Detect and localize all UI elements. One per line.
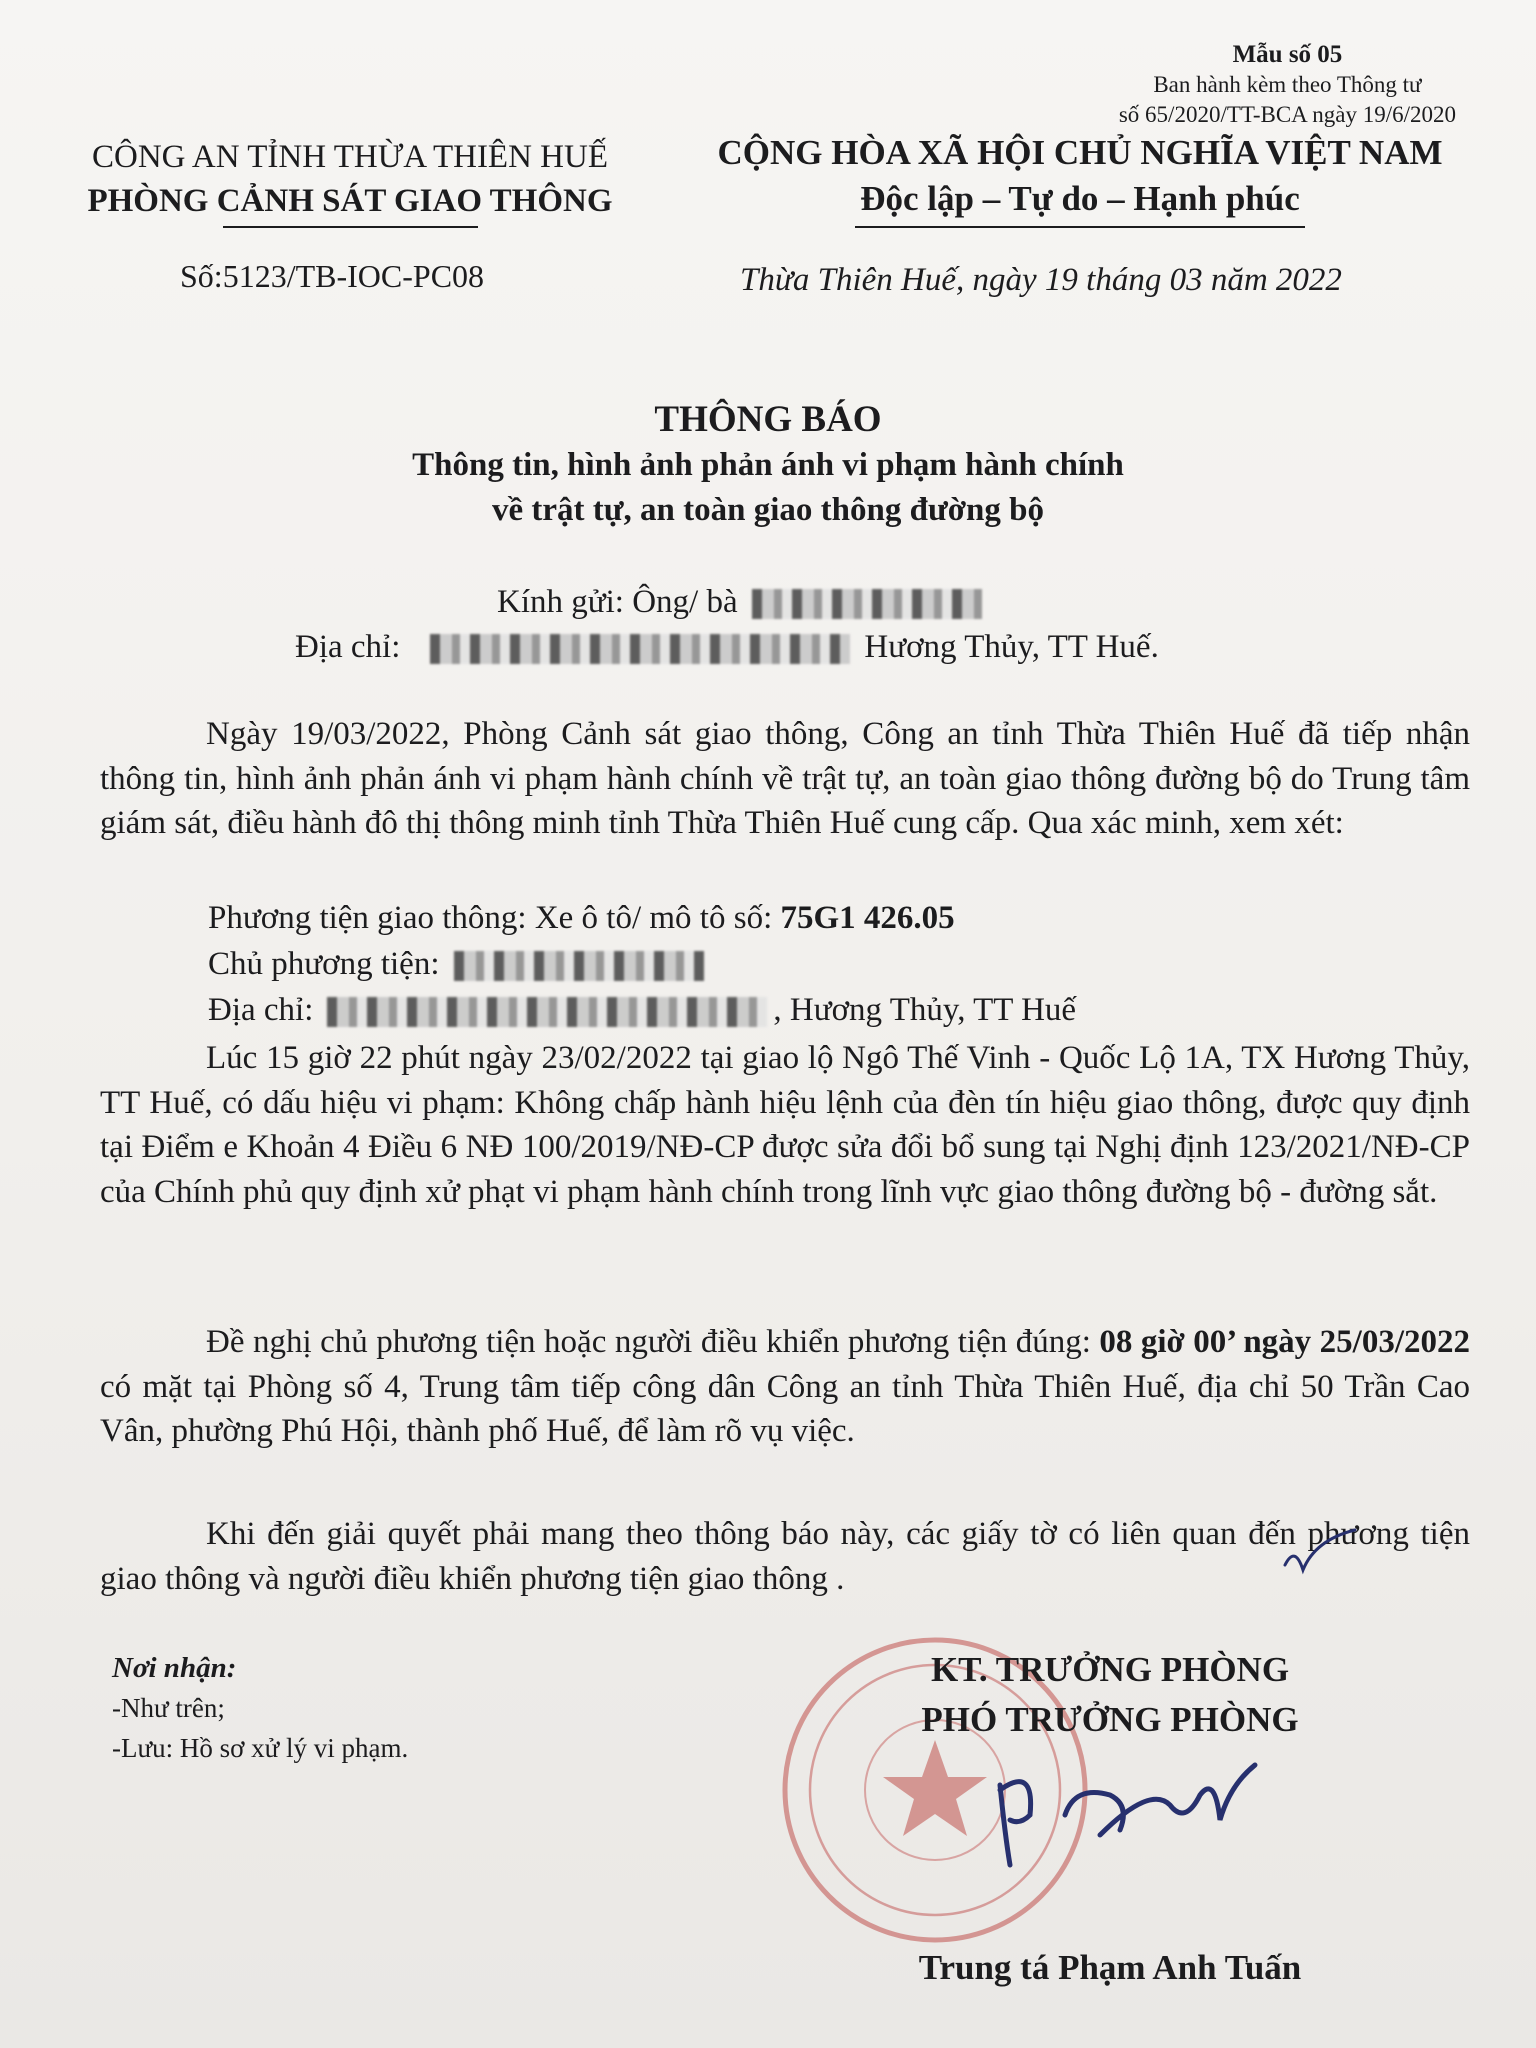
owner-address-tail: , Hương Thủy, TT Huế — [773, 992, 1077, 1028]
form-issued-line2: số 65/2020/TT-BCA ngày 19/6/2020 — [1118, 102, 1456, 127]
paragraph-violation: Lúc 15 giờ 22 phút ngày 23/02/2022 tại giao lộ Ngô Thế Vinh - Quốc Lộ 1A, TX Hương Thủy, TT Huế, có dấu hiệu vi phạm: Không chấp hành hiệu lệnh của đèn tín hiệu giao thông, được quy định tại Điểm e Khoản 4 Điều 6 NĐ 100/2019/NĐ-CP được sửa đổi bổ sung tại Nghị định 123/2021/NĐ-CP của Chính phủ quy định xử phạt vi phạm hành chính trong lĩnh vực giao thông đường bộ - đường sắt. — [100, 1040, 1470, 1210]
recipients-item-2: -Lưu: Hồ sơ xử lý vi phạm. — [112, 1733, 409, 1763]
redacted-name — [752, 589, 982, 619]
redacted-owner — [454, 951, 704, 981]
signature-title-1: KT. TRƯỞNG PHÒNG — [930, 1650, 1290, 1689]
national-name: CỘNG HÒA XÃ HỘI CHỦ NGHĨA VIỆT NAM — [717, 133, 1443, 172]
recipient-label: Kính gửi: Ông/ bà — [497, 584, 738, 620]
owner-line — [208, 946, 718, 983]
vehicle-label: Phương tiện giao thông: Xe ô tô/ mô tô số: — [208, 900, 781, 936]
form-issued-line1: Ban hành kèm theo Thông tư — [1153, 72, 1422, 97]
signature-title-2: PHÓ TRƯỞNG PHÒNG — [921, 1700, 1299, 1739]
agency-unit: PHÒNG CẢNH SÁT GIAO THÔNG — [87, 183, 613, 219]
request-appointment-time: 08 giờ 00’ ngày 25/03/2022 — [1099, 1324, 1470, 1360]
motto-underline — [855, 226, 1305, 228]
vehicle-plate: 75G1 426.05 — [780, 900, 955, 936]
document-subtitle-1: Thông tin, hình ảnh phản ánh vi phạm hành chính — [412, 447, 1124, 483]
redacted-address — [430, 634, 850, 664]
form-number-block — [1119, 40, 1456, 130]
document-number: Số:5123/TB-IOC-PC08 — [180, 258, 485, 294]
recipients-title: Nơi nhận: — [112, 1652, 237, 1684]
recipient-address-tail: Hương Thủy, TT Huế. — [864, 629, 1159, 665]
recipients-item-1: -Như trên; — [112, 1693, 225, 1723]
recipient-address-label: Địa chỉ: — [295, 629, 401, 665]
recipient-address-line — [295, 629, 1159, 666]
place-date: Thừa Thiên Huế, ngày 19 tháng 03 năm 2022 — [740, 262, 1342, 298]
recipient-line — [497, 584, 996, 621]
request-text-b: có mặt tại Phòng số 4, Trung tâm tiếp công dân Công an tỉnh Thừa Thiên Huế, địa chỉ 50 Trần Cao Vân, phường Phú Hội, thành phố Huế, để làm rõ vụ việc. — [100, 1368, 1470, 1449]
handwritten-signature-icon — [980, 1745, 1300, 1875]
document-subtitle-2: về trật tự, an toàn giao thông đường bộ — [491, 492, 1044, 528]
agency-header — [50, 135, 650, 228]
form-number: Mẫu số 05 — [1232, 41, 1343, 68]
request-text-a: Đề nghị chủ phương tiện hoặc người điều khiển phương tiện đúng: — [206, 1324, 1100, 1360]
handwritten-mark-icon — [1275, 1510, 1365, 1590]
paragraph-request — [100, 1320, 1470, 1454]
owner-label: Chủ phương tiện: — [208, 946, 440, 982]
owner-address-label: Địa chỉ: — [208, 992, 314, 1028]
paragraph-intro: Ngày 19/03/2022, Phòng Cảnh sát giao thông, Công an tỉnh Thừa Thiên Huế đã tiếp nhận thông tin, hình ảnh phản ánh vi phạm hành chính về trật tự, an toàn giao thông đường bộ do Trung tâm giám sát, điều hành đô thị thông minh tỉnh Thừa Thiên Huế cung cấp. Qua xác minh, xem xét: — [100, 716, 1470, 841]
agency-underline — [223, 226, 478, 228]
owner-address-line — [208, 992, 1076, 1029]
paragraph-bring-documents: Khi đến giải quyết phải mang theo thông báo này, các giấy tờ có liên quan đến phương tiện giao thông và người điều khiển phương tiện giao thông . — [100, 1516, 1470, 1597]
redacted-owner-address — [327, 997, 767, 1027]
agency-parent: CÔNG AN TỈNH THỪA THIÊN HUẾ — [91, 139, 608, 175]
document-title: THÔNG BÁO — [654, 399, 882, 440]
vehicle-line — [208, 900, 955, 937]
signer-name: Trung tá Phạm Anh Tuấn — [918, 1948, 1302, 1987]
national-header — [680, 130, 1480, 228]
national-motto: Độc lập – Tự do – Hạnh phúc — [860, 179, 1300, 218]
